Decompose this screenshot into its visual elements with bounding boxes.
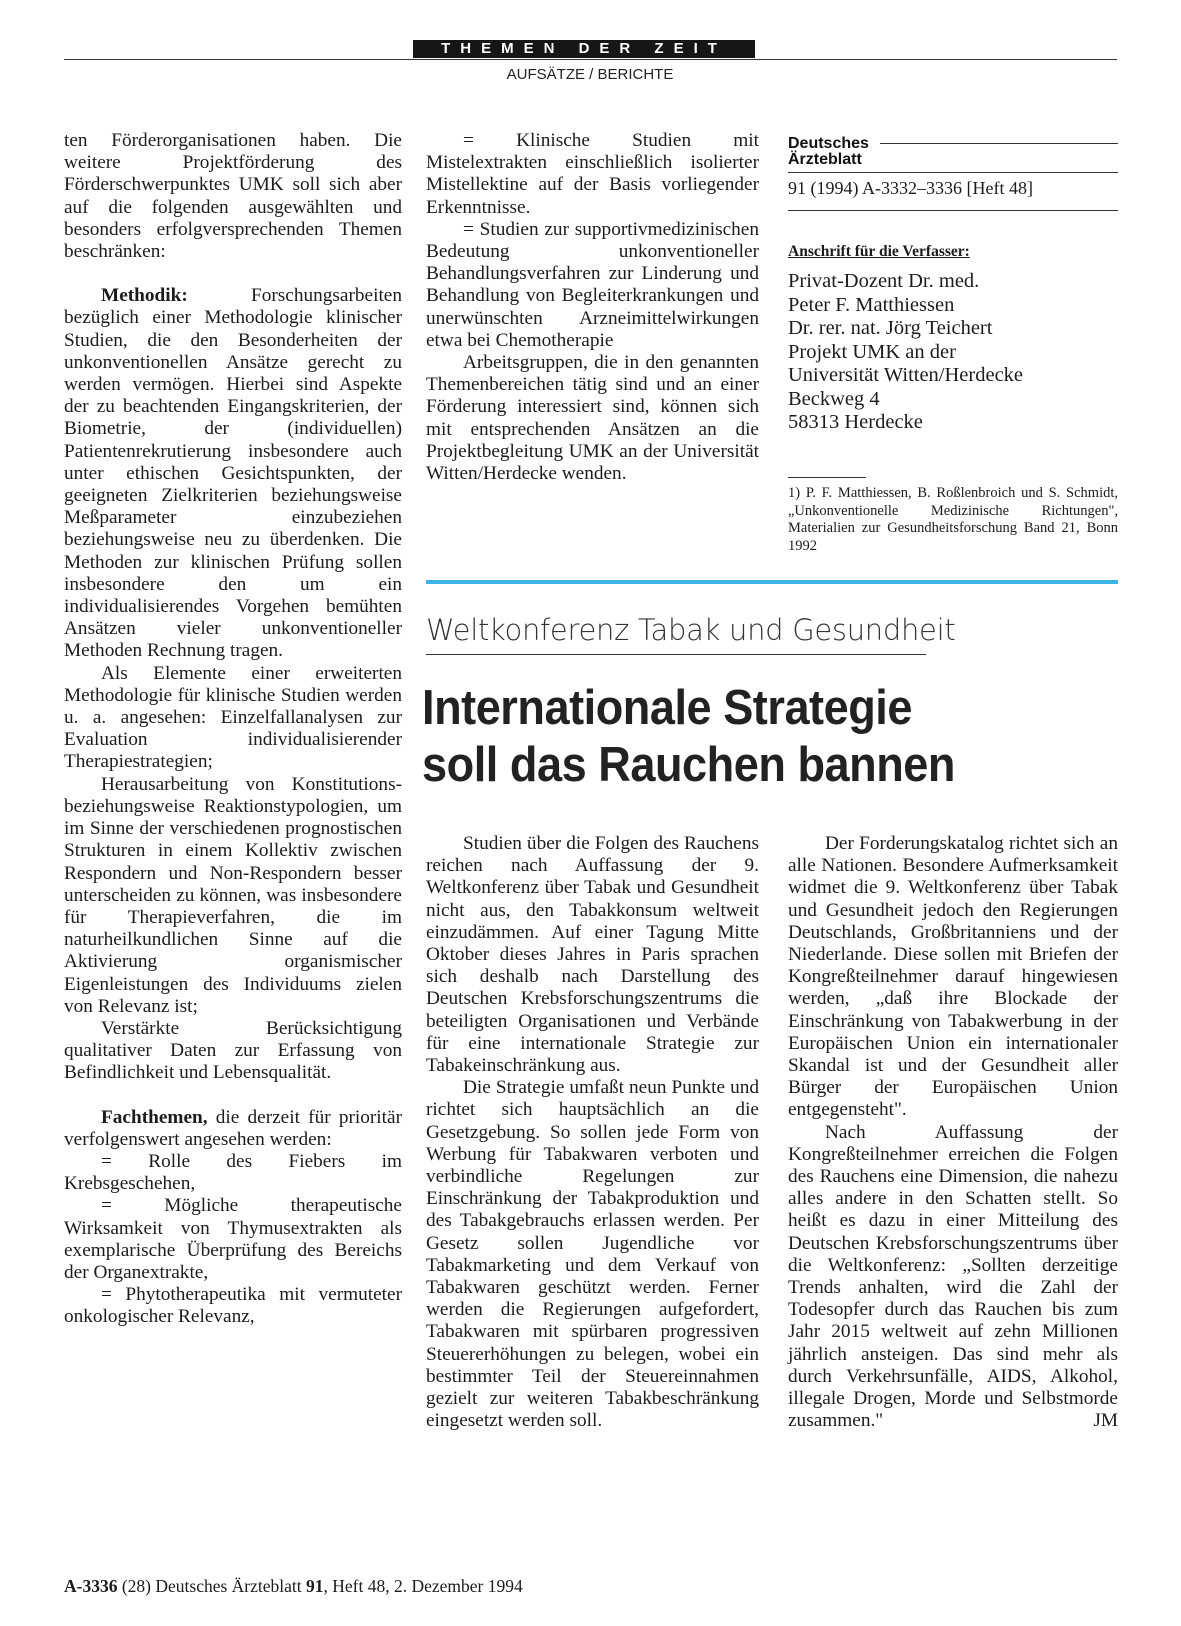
headline-line: Internationale Strategie: [422, 681, 912, 735]
headline-line: soll das Rauchen bannen: [422, 738, 956, 792]
address-line: Projekt UMK an der: [788, 340, 956, 363]
fachthemen-text: die derzeit für prioritär verfolgenswert angesehen werden:: [64, 1106, 402, 1150]
fachthemen-label: Fachthemen,: [101, 1106, 208, 1128]
list-item: = Studien zur supportivmedizinischen Bedeutung unkonventioneller Behandlungsverfahren zur Linderung und Behandlung von Begleiterkrankungen und unerwünschten Arzneimittelwirkungen etwa bei Chemotherapie: [426, 218, 759, 351]
methodik-label: Methodik:: [101, 285, 188, 307]
address-line: Universität Witten/Herdecke: [788, 364, 1024, 386]
methodik-paragraph: [64, 285, 402, 662]
paragraph: Verstärkte Berücksichtigung qualitativer Daten zur Erfassung von Befindlichkeit und Lebensqualität.: [64, 1017, 402, 1084]
fachthemen-paragraph: [64, 1107, 402, 1151]
article-kicker: Weltkonferenz Tabak und Gesundheit: [426, 613, 956, 647]
text-column-2: [426, 130, 759, 485]
list-item: = Rolle des Fiebers im Krebsgeschehen,: [64, 1150, 402, 1195]
list-item: = Mögliche therapeutische Wirksamkeit von Thymusextrakten als exemplarische Überprüfung des Bereichs der Organextrakte,: [64, 1195, 402, 1283]
paragraph: ten Förderorganisationen haben. Die weitere Projektförderung des Förderschwerpunktes UMK soll sich aber auf die folgenden ausgewählten und besonders erfolgversprechenden Themen beschränken:: [64, 130, 402, 263]
footer-folio: (28) Deutsches Ärzteblatt: [117, 1576, 307, 1596]
methodik-text: Forschungsarbeiten bezüglich einer Methodologie klinischer Studien, die den Besonderheiten der unkonventionellen Ansätze gerecht zu werden vermögen. Hierbei sind Aspekte der zu beachtenden Eingangskriterien, der Biometrie, der (individuellen) Patientenrekrutierung insbesondere auch unter ethischen Gesichtspunkten, der geeigneten Zielkriterien beziehungsweise Meßparameter einzubeziehen beziehungsweise neu zu überdenken. Die Methoden zur klinischen Prüfung sollen insbesondere den um ein individualisierendes Vorgehen bemühten Ansätzen vieler unkonventioneller Methoden Rechnung tragen.: [64, 285, 402, 662]
address-line: Privat-Dozent Dr. med.: [788, 270, 980, 292]
author-address: [788, 270, 1023, 435]
address-line: Beckweg 4: [788, 387, 880, 410]
article-column-1: [426, 833, 759, 1432]
logo-rule: [788, 172, 1118, 173]
footer-volume: 91: [306, 1576, 324, 1596]
citation: 91 (1994) A-3332–3336 [Heft 48]: [788, 178, 1033, 198]
article-column-2: [788, 833, 1118, 1432]
paragraph: Die Strategie umfaßt neun Punkte und richtet sich hauptsächlich an die Gesetzgebung. So sollen jede Form von Werbung für Tabakwaren verboten und verbindliche Regelungen zur Einschränkung der Tabakproduktion und des Tabakgebrauchs erlassen werden. Per Gesetz sollen Jugendliche vor Tabakmarketing und dem Verkauf von Tabakwaren geschützt werden. Ferner werden die Regierungen aufgefordert, Tabakwaren mit spürbaren progressiven Steuererhöhungen zu belegen, wobei ein bestimmter Teil der Steuereinnahmen gezielt zur weiteren Tabakbeschränkung eingesetzt werden soll.: [426, 1077, 759, 1432]
paragraph-text: Nach Auffassung der Kongreßteilnehmer erreichen die Folgen des Rauchens eine Dimension, die nahezu alles andere in den Schatten stellt. So heißt es dazu in einer Mitteilung des Deutschen Krebsforschungszentrums über die Weltkonferenz: „Sollten derzeitige Trends anhalten, wird die Zahl der Todesopfer durch das Rauchen bis zum Jahr 2015 weltweit auf zehn Millionen jährlich ansteigen. Das sind mehr als durch Verkehrsunfälle, AIDS, Alkohol, illegale Drogen, Morde und Selbstmorde zusammen.": [788, 1121, 1118, 1432]
footer-issue: , Heft 48, 2. Dezember 1994: [323, 1576, 523, 1596]
footnote: 1) P. F. Matthiessen, B. Roßlenbroich und S. Schmidt, „Unkonventionelle Medizinische Richtungen", Materialien zur Gesundheitsforschung Band 21, Bonn 1992: [788, 485, 1118, 554]
footnote-rule: [788, 477, 866, 478]
paragraph: Der Forderungskatalog richtet sich an alle Nationen. Besondere Aufmerksamkeit widmet die 9. Weltkonferenz über Tabak und Gesundheit jedoch den Regierungen Deutschlands, Großbritanniens und der Niederlande. Diese sollen mit Briefen der Kongreßteilnehmer darauf hingewiesen werden, „daß ihre Blockade der Einschränkung von Tabakwerbung in der Europäischen Union ein internationaler Skandal ist und der Gesundheit aller Bürger der Europäischen Union entgegensteht".: [788, 833, 1118, 1121]
paragraph: [788, 1122, 1118, 1433]
section-banner: THEMEN DER ZEIT: [413, 40, 755, 58]
article-headline: [422, 680, 1066, 794]
journal-logo: [788, 136, 1118, 168]
kicker-rule: [426, 654, 926, 655]
header-rule: [64, 59, 1117, 60]
address-line: Dr. rer. nat. Jörg Teichert: [788, 317, 993, 339]
journal-logo-line1: Deutsches: [788, 135, 869, 152]
page-footer: [64, 1576, 523, 1597]
article-divider: [426, 580, 1118, 584]
paragraph: Arbeitsgruppen, die in den genannten Themenbereichen tätig sind und an einer Förderung interessiert sind, können sich mit entsprechenden Ansätzen an die Projektbegleitung UMK an der Universität Witten/Herdecke wenden.: [426, 352, 759, 485]
journal-logo-line2: Ärzteblatt: [788, 151, 862, 168]
address-heading: Anschrift für die Verfasser:: [788, 243, 970, 260]
paragraph: Studien über die Folgen des Rauchens reichen nach Auffassung der 9. Weltkonferenz über Tabak und Gesundheit nicht aus, den Tabakkonsum weltweit einzudämmen. Auf einer Tagung Mitte Oktober dieses Jahres in Paris sprachen sich deshalb nach Darstellung des Deutschen Krebsforschungszentrums die beteiligten Organisationen und Verbände für eine internationale Strategie zur Tabakeinschränkung aus.: [426, 833, 759, 1077]
author-signature: JM: [1093, 1410, 1118, 1432]
citation-rule: [788, 210, 1118, 211]
text-column-1: [64, 130, 402, 1329]
page-number: A-3336: [64, 1576, 118, 1596]
list-item: = Phytotherapeutika mit vermuteter onkologischer Relevanz,: [64, 1284, 402, 1328]
paragraph: Herausarbeitung von Konstitutions- beziehungsweise Reaktionstypologien, um im Sinne der verschiedenen prognostischen Strukturen in einem Kollektiv zwischen Respondern und Non-Respondern besser unterscheiden zu können, was insbesondere für Therapieverfahren, die im naturheilkundlichen Sinne auf die Aktivierung organismischer Eigenleistungen des Individuums zielen von Relevanz ist;: [64, 773, 402, 1017]
address-line: 58313 Herdecke: [788, 411, 923, 433]
section-label: AUFSÄTZE / BERICHTE: [506, 66, 674, 83]
address-line: Peter F. Matthiessen: [788, 293, 955, 316]
list-item: = Klinische Studien mit Mistelextrakten einschließlich isolierter Mistellektine auf der Basis vorliegender Erkenntnisse.: [426, 130, 759, 218]
paragraph: Als Elemente einer erweiterten Methodologie für klinische Studien werden u. a. angesehen: Einzelfallanalysen zur Evaluation individualisierender Therapiestrategien;: [64, 662, 402, 773]
logo-rule: [880, 143, 1118, 144]
